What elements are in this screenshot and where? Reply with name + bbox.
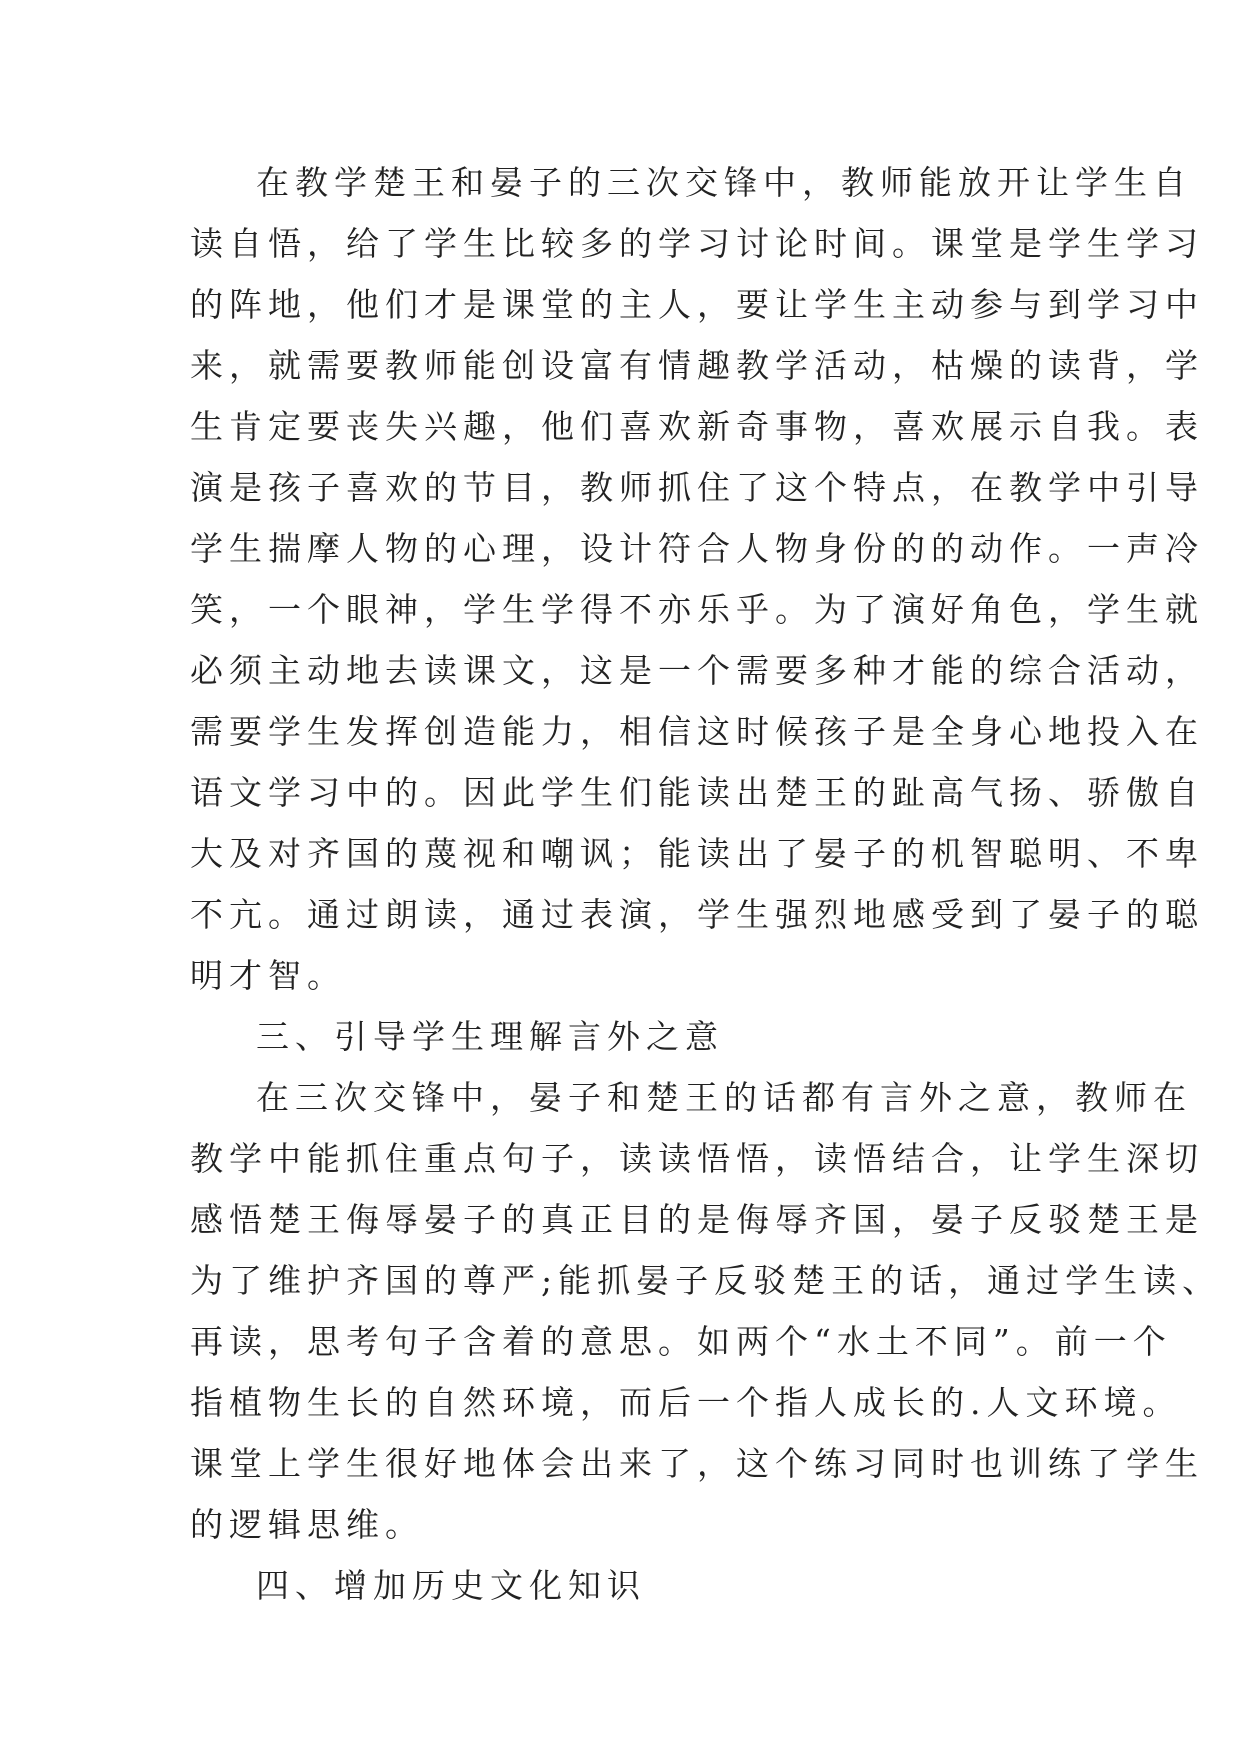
paragraph-2-line: 教学中能抓住重点句子，读读悟悟，读悟结合，让学生深切: [190, 1139, 1204, 1178]
paragraph-2-line: 在三次交锋中，晏子和楚王的话都有言外之意，教师在: [256, 1078, 1192, 1117]
paragraph-1-line: 明才智。: [190, 956, 346, 995]
paragraph-2-line: 为了维护齐国的尊严;能抓晏子反驳楚王的话，通过学生读、: [190, 1261, 1222, 1300]
paragraph-1-line: 生肯定要丧失兴趣，他们喜欢新奇事物，喜欢展示自我。表: [190, 407, 1204, 446]
paragraph-1-line: 不亢。通过朗读，通过表演，学生强烈地感受到了晏子的聪: [190, 895, 1204, 934]
paragraph-1-line: 的阵地，他们才是课堂的主人，要让学生主动参与到学习中: [190, 285, 1204, 324]
section-heading-3: 三、引导学生理解言外之意: [256, 1017, 724, 1056]
paragraph-1-line: 在教学楚王和晏子的三次交锋中，教师能放开让学生自: [256, 163, 1192, 202]
paragraph-1-line: 大及对齐国的蔑视和嘲讽；能读出了晏子的机智聪明、不卑: [190, 834, 1204, 873]
paragraph-2-line: 的逻辑思维。: [190, 1505, 424, 1544]
paragraph-1-line: 语文学习中的。因此学生们能读出楚王的趾高气扬、骄傲自: [190, 773, 1204, 812]
paragraph-1-line: 必须主动地去读课文，这是一个需要多种才能的综合活动，: [190, 651, 1204, 690]
paragraph-2-line: 感悟楚王侮辱晏子的真正目的是侮辱齐国，晏子反驳楚王是: [190, 1200, 1204, 1239]
paragraph-2-line: 指植物生长的自然环境，而后一个指人成长的.人文环境。: [190, 1383, 1182, 1422]
paragraph-1-line: 演是孩子喜欢的节目，教师抓住了这个特点，在教学中引导: [190, 468, 1204, 507]
paragraph-1-line: 读自悟，给了学生比较多的学习讨论时间。课堂是学生学习: [190, 224, 1204, 263]
paragraph-2-line: 课堂上学生很好地体会出来了，这个练习同时也训练了学生: [190, 1444, 1204, 1483]
paragraph-1-line: 学生揣摩人物的心理，设计符合人物身份的的动作。一声冷: [190, 529, 1204, 568]
document-body: [190, 152, 1222, 1616]
paragraph-1-line: 来，就需要教师能创设富有情趣教学活动，枯燥的读背，学: [190, 346, 1204, 385]
section-heading-4: 四、增加历史文化知识: [256, 1566, 646, 1605]
paragraph-1-line: 需要学生发挥创造能力，相信这时候孩子是全身心地投入在: [190, 712, 1204, 751]
paragraph-1-line: 笑，一个眼神，学生学得不亦乐乎。为了演好角色，学生就: [190, 590, 1204, 629]
paragraph-2-line: 再读，思考句子含着的意思。如两个“水土不同”。前一个: [190, 1322, 1172, 1361]
